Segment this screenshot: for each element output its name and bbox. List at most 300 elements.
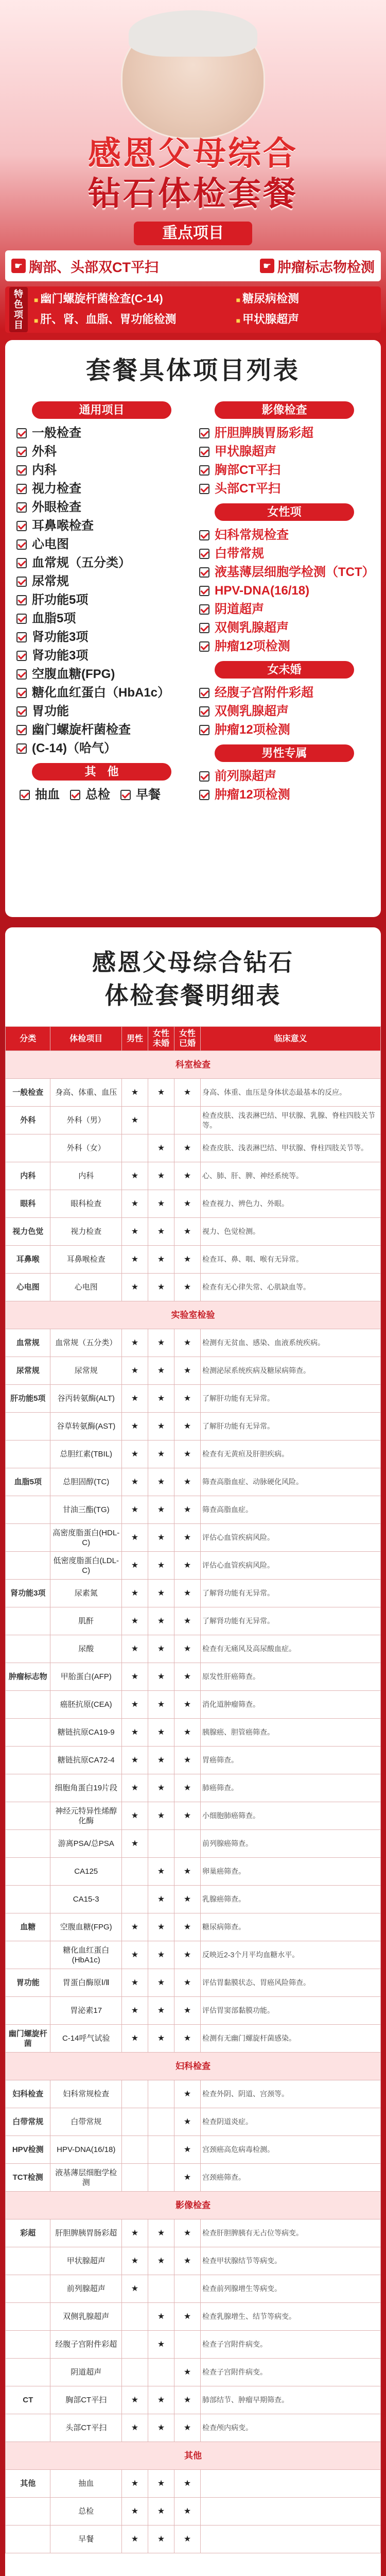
package-list-card (5, 340, 381, 917)
header-item: 体检项目 (50, 1027, 122, 1051)
checklist-item-label: 早餐 (136, 788, 161, 802)
checkbox-checked-icon (199, 567, 209, 578)
cell-female-unmarried: ★ (148, 1524, 174, 1552)
cell-item: 前列腺超声 (50, 2275, 122, 2303)
cell-category: HPV检测 (6, 2136, 50, 2164)
checklist-item-label: (C-14)（哈气） (32, 741, 117, 755)
table-section-row (6, 1051, 381, 1079)
cell-female-unmarried: ★ (148, 1496, 174, 1524)
focus-item-label: 胸部、头部双CT平扫 (29, 259, 159, 275)
checklist-item (16, 572, 187, 591)
checklist-item (199, 619, 370, 637)
cell-clinical-meaning: 检查子宫附件病变。 (201, 2331, 381, 2359)
cell-category (6, 1858, 50, 1886)
cell-category (6, 1524, 50, 1552)
detail-title-line1: 感恩父母综合钻石 (92, 949, 294, 976)
cell-item: 糖化血红蛋白(HbA1c) (50, 1941, 122, 1969)
hero-title (0, 134, 386, 214)
cell-clinical-meaning: 乳腺癌筛查。 (201, 1886, 381, 1913)
cell-category: 内科 (6, 1162, 50, 1190)
cell-clinical-meaning: 检查颅内病变。 (201, 2414, 381, 2442)
cell-category: 其他 (6, 2470, 50, 2498)
checkbox-checked-icon (199, 530, 209, 540)
checklist-item (16, 721, 187, 739)
cell-female-unmarried (148, 1830, 174, 1858)
special-item: ■ 幽门螺旋杆菌检查(C-14) (34, 290, 231, 309)
cell-female-married: ★ (174, 1774, 201, 1802)
checkbox-checked-icon (16, 669, 27, 680)
cell-clinical-meaning: 了解肾功能有无异常。 (201, 1580, 381, 1607)
table-row (6, 2359, 381, 2386)
cell-female-married: ★ (174, 1635, 201, 1663)
cell-category: 耳鼻喉 (6, 1246, 50, 1274)
special-list (34, 290, 377, 329)
cell-category: 血常规 (6, 1329, 50, 1357)
cell-male: ★ (121, 2219, 148, 2247)
cell-female-unmarried: ★ (148, 1357, 174, 1385)
checkbox-checked-icon (70, 790, 80, 800)
table-row (6, 1413, 381, 1440)
checklist-item-label: 双侧乳腺超声 (215, 704, 289, 718)
cell-clinical-meaning: 检查外阴、阴道、宫颈等。 (201, 2080, 381, 2108)
checklist-item-label: 心电图 (32, 537, 69, 551)
cell-category: 尿常规 (6, 1357, 50, 1385)
table-row (6, 1190, 381, 1218)
cell-category: 白带常规 (6, 2108, 50, 2136)
table-row (6, 1440, 381, 1468)
checkbox-checked-icon (16, 651, 27, 661)
cell-female-married: ★ (174, 2359, 201, 2386)
cell-female-unmarried: ★ (148, 1747, 174, 1774)
table-row (6, 1162, 381, 1190)
cell-item: 经腹子宫附件彩超 (50, 2331, 122, 2359)
cell-female-married: ★ (174, 2025, 201, 2053)
category-other: 其 他 (32, 763, 171, 781)
cell-female-married: ★ (174, 1858, 201, 1886)
cell-clinical-meaning: 身高、体重、血压是身体状态最基本的反应。 (201, 1079, 381, 1107)
cell-category (6, 1413, 50, 1440)
cell-clinical-meaning: 肺部结节、肿瘤早期筛查。 (201, 2386, 381, 2414)
checkbox-checked-icon (16, 447, 27, 457)
checklist-item (20, 786, 60, 804)
checklist-item (199, 461, 370, 480)
checklist-item (199, 684, 370, 702)
checkbox-checked-icon (16, 558, 27, 568)
table-row (6, 2080, 381, 2108)
checklist-item (16, 702, 187, 721)
cell-clinical-meaning (201, 2526, 381, 2553)
cell-category (6, 2247, 50, 2275)
checklist-item-label: 尿常规 (32, 574, 69, 588)
table-row (6, 1524, 381, 1552)
checklist-item (16, 684, 187, 702)
cell-clinical-meaning (201, 2498, 381, 2526)
checkbox-checked-icon (199, 604, 209, 615)
checklist-item-label: 经腹子宫附件彩超 (215, 686, 313, 700)
table-row (6, 1969, 381, 1997)
cell-clinical-meaning: 检查皮肤、浅表淋巴结、甲状腺、乳腺、脊柱四肢关节等。 (201, 1107, 381, 1134)
cell-female-married: ★ (174, 1440, 201, 1468)
cell-item: 眼科检查 (50, 1190, 122, 1218)
checklist-item (16, 647, 187, 665)
cell-female-married: ★ (174, 2526, 201, 2553)
cell-clinical-meaning: 检查前列腺增生等病变。 (201, 2275, 381, 2303)
table-row (6, 1997, 381, 2025)
cell-female-married: ★ (174, 2219, 201, 2247)
cell-female-unmarried (148, 2108, 174, 2136)
checklist-item (199, 563, 375, 582)
cell-female-married: ★ (174, 1969, 201, 1997)
table-row (6, 1691, 381, 1719)
cell-item: 总胆红素(TBIL) (50, 1440, 122, 1468)
cell-category: CT (6, 2386, 50, 2414)
cell-female-unmarried: ★ (148, 1580, 174, 1607)
cell-item: 癌胚抗原(CEA) (50, 1691, 122, 1719)
cell-female-unmarried: ★ (148, 1663, 174, 1691)
focus-item (260, 256, 375, 276)
cell-item: 肝胆脾胰胃肠彩超 (50, 2219, 122, 2247)
checkbox-checked-icon (16, 743, 27, 754)
checklist-item (199, 721, 370, 739)
checkbox-checked-icon (199, 586, 209, 596)
cell-item: C-14呼气试验 (50, 2025, 122, 2053)
cell-female-married: ★ (174, 1802, 201, 1830)
cell-male: ★ (121, 1440, 148, 1468)
checklist-item-label: 双侧乳腺超声 (215, 621, 289, 635)
cell-category (6, 1691, 50, 1719)
checkbox-checked-icon (16, 614, 27, 624)
cell-item: 谷草转氨酶(AST) (50, 1413, 122, 1440)
cell-male: ★ (121, 1218, 148, 1246)
table-row (6, 2386, 381, 2414)
cell-clinical-meaning: 心、肺、肝、脾、神经系统等。 (201, 1162, 381, 1190)
cell-clinical-meaning: 检查乳腺增生、结节等病变。 (201, 2303, 381, 2331)
table-row (6, 2470, 381, 2498)
elder-hair-shape (129, 10, 257, 57)
checklist-item (16, 443, 187, 461)
cell-male: ★ (121, 1162, 148, 1190)
cell-female-unmarried: ★ (148, 2303, 174, 2331)
cell-male: ★ (121, 1691, 148, 1719)
cell-item: CA125 (50, 1858, 122, 1886)
cell-female-married: ★ (174, 1162, 201, 1190)
checklist-item (16, 609, 187, 628)
table-section-row (6, 2192, 381, 2219)
checkbox-checked-icon (16, 521, 27, 531)
cell-item: 谷丙转氨酶(ALT) (50, 1385, 122, 1413)
checkbox-checked-icon (199, 641, 209, 652)
checklist-item-label: 肝功能5项 (32, 593, 89, 607)
hero-title-line2: 钻石体检套餐 (88, 175, 298, 213)
category-female-unmarried: 女未婚 (215, 661, 354, 679)
header-clinical-meaning: 临床意义 (201, 1027, 381, 1051)
checkbox-checked-icon (16, 725, 27, 735)
checklist-item-label: 肝胆脾胰胃肠彩超 (215, 426, 313, 440)
table-row (6, 2498, 381, 2526)
cell-item: 肌酐 (50, 1607, 122, 1635)
cell-female-unmarried (148, 2080, 174, 2108)
cell-male: ★ (121, 1913, 148, 1941)
cell-female-married: ★ (174, 1218, 201, 1246)
table-row (6, 2025, 381, 2053)
checkbox-checked-icon (16, 428, 27, 438)
checklist-item-label: 阴道超声 (215, 602, 264, 616)
cell-female-unmarried (148, 2359, 174, 2386)
checklist-item-label: 胃功能 (32, 704, 69, 718)
checklist-item-label: 甲状腺超声 (215, 445, 276, 459)
cell-clinical-meaning: 检查有无痛风及高尿酸血症。 (201, 1635, 381, 1663)
cell-male: ★ (121, 1580, 148, 1607)
cell-clinical-meaning: 小细胞肺癌筛查。 (201, 1802, 381, 1830)
cell-male: ★ (121, 1190, 148, 1218)
cell-male (121, 1134, 148, 1162)
hero-banner (0, 0, 386, 330)
cell-female-unmarried: ★ (148, 1635, 174, 1663)
cell-item: 空腹血糖(FPG) (50, 1913, 122, 1941)
cell-clinical-meaning: 筛查高脂血症、动脉硬化风险。 (201, 1468, 381, 1496)
cell-category (6, 1552, 50, 1580)
cell-category (6, 1134, 50, 1162)
cell-item: 阴道超声 (50, 2359, 122, 2386)
cell-item: 双侧乳腺超声 (50, 2303, 122, 2331)
cell-item: 妇科常规检查 (50, 2080, 122, 2108)
cell-female-married: ★ (174, 2080, 201, 2108)
cell-female-married: ★ (174, 1246, 201, 1274)
cell-female-married: ★ (174, 1385, 201, 1413)
checklist-item-label: 一般检查 (32, 426, 81, 440)
section-title: 其他 (6, 2442, 381, 2470)
checkbox-checked-icon (199, 549, 209, 559)
cell-male: ★ (121, 1663, 148, 1691)
table-row (6, 2414, 381, 2442)
cell-item: 细胞角蛋白19片段 (50, 1774, 122, 1802)
cell-female-married (174, 2331, 201, 2359)
table-row (6, 2247, 381, 2275)
cell-male: ★ (121, 2526, 148, 2553)
cell-female-unmarried (148, 2136, 174, 2164)
cell-female-married (174, 2275, 201, 2303)
cell-item: 甘油三酯(TG) (50, 1496, 122, 1524)
checkbox-checked-icon (16, 577, 27, 587)
cell-item: 尿常规 (50, 1357, 122, 1385)
cell-female-unmarried (148, 2275, 174, 2303)
checklist-item-label: 血常规（五分类） (32, 556, 131, 570)
table-row (6, 2136, 381, 2164)
cell-female-unmarried: ★ (148, 1079, 174, 1107)
cell-female-married: ★ (174, 1719, 201, 1747)
cell-category: 彩超 (6, 2219, 50, 2247)
cell-female-married: ★ (174, 1496, 201, 1524)
cell-category: 肝功能5项 (6, 1385, 50, 1413)
focus-item-label: 肿瘤标志物检测 (277, 259, 375, 275)
hand-pointer-icon: ☛ (260, 259, 274, 273)
cell-category: 视力色觉 (6, 1218, 50, 1246)
checklist-item-label: 白带常规 (215, 547, 264, 561)
checklist-item (16, 628, 187, 647)
cell-item: 头部CT平扫 (50, 2414, 122, 2442)
cell-category: 心电图 (6, 1274, 50, 1301)
cell-male: ★ (121, 2025, 148, 2053)
table-row (6, 1134, 381, 1162)
category-general: 通用项目 (32, 401, 171, 419)
table-row (6, 1274, 381, 1301)
cell-item: 胃蛋白酶原Ⅰ/Ⅱ (50, 1969, 122, 1997)
cell-female-married: ★ (174, 1468, 201, 1496)
cell-category (6, 1607, 50, 1635)
cell-male: ★ (121, 2498, 148, 2526)
cell-category: 胃功能 (6, 1969, 50, 1997)
checklist-item (16, 554, 187, 572)
cell-female-married: ★ (174, 1941, 201, 1969)
section-title: 妇科检查 (6, 2053, 381, 2080)
checklist-item-label: 外科 (32, 445, 57, 459)
cell-male: ★ (121, 1274, 148, 1301)
cell-female-unmarried: ★ (148, 1774, 174, 1802)
cell-category (6, 2498, 50, 2526)
package-title: 套餐具体项目列表 (85, 357, 300, 384)
cell-category: 血糖 (6, 1913, 50, 1941)
cell-female-married: ★ (174, 1997, 201, 2025)
cell-female-unmarried: ★ (148, 1246, 174, 1274)
checklist-item (16, 739, 187, 758)
cell-category (6, 2275, 50, 2303)
cell-item: 耳鼻喉检查 (50, 1246, 122, 1274)
special-item: ■ 肝、肾、血脂、胃功能检测 (34, 311, 231, 329)
cell-item: 糖链抗原CA19-9 (50, 1719, 122, 1747)
cell-item: 总检 (50, 2498, 122, 2526)
cell-male: ★ (121, 1468, 148, 1496)
cell-female-unmarried: ★ (148, 2386, 174, 2414)
cell-clinical-meaning: 检查有无心律失常、心肌缺血等。 (201, 1274, 381, 1301)
header-male: 男性 (121, 1027, 148, 1051)
cell-female-unmarried: ★ (148, 1719, 174, 1747)
cell-male: ★ (121, 1635, 148, 1663)
checklist-item-label: 妇科常规检查 (215, 528, 289, 542)
cell-item: 抽血 (50, 2470, 122, 2498)
cell-male (121, 2164, 148, 2192)
checklist-item-label: 肾功能3项 (32, 630, 89, 644)
cell-female-married: ★ (174, 1552, 201, 1580)
checklist-item (16, 461, 187, 480)
table-section-row (6, 2442, 381, 2470)
cell-clinical-meaning: 前列腺癌筛查。 (201, 1830, 381, 1858)
cell-female-married: ★ (174, 1357, 201, 1385)
cell-female-unmarried: ★ (148, 1691, 174, 1719)
cell-clinical-meaning: 检查有无黄疸及肝胆疾病。 (201, 1440, 381, 1468)
detail-title (5, 927, 381, 1026)
cell-category (6, 2303, 50, 2331)
checklist-item-label: 前列腺超声 (215, 769, 276, 783)
cell-category: 外科 (6, 1107, 50, 1134)
cell-female-married: ★ (174, 1134, 201, 1162)
focus-item (11, 256, 159, 276)
cell-item: 身高、体重、血压 (50, 1079, 122, 1107)
cell-male: ★ (121, 2414, 148, 2442)
cell-category (6, 1830, 50, 1858)
cell-category: 幽门螺旋杆菌 (6, 2025, 50, 2053)
table-row (6, 1218, 381, 1246)
cell-item: 内科 (50, 1162, 122, 1190)
table-row (6, 2275, 381, 2303)
cell-female-unmarried: ★ (148, 2414, 174, 2442)
cell-category: 肾功能3项 (6, 1580, 50, 1607)
cell-female-married: ★ (174, 2470, 201, 2498)
cell-female-unmarried: ★ (148, 1274, 174, 1301)
cell-clinical-meaning: 检查子宫附件病变。 (201, 2359, 381, 2386)
table-row (6, 1663, 381, 1691)
table-row (6, 1858, 381, 1886)
checkbox-checked-icon (199, 447, 209, 457)
checklist-item-label: 液基薄层细胞学检测（TCT） (215, 565, 375, 579)
checkbox-checked-icon (199, 706, 209, 717)
special-tag: 特色项目 (9, 287, 28, 332)
special-items-box (5, 286, 381, 333)
table-row (6, 1552, 381, 1580)
checkbox-checked-icon (16, 688, 27, 698)
table-row (6, 1913, 381, 1941)
cell-clinical-meaning: 检测泌尿系统疾病及糖尿病筛查。 (201, 1357, 381, 1385)
table-row (6, 1329, 381, 1357)
section-title: 实验室检验 (6, 1301, 381, 1329)
detail-table (5, 1026, 381, 2553)
cell-category (6, 1802, 50, 1830)
cell-item: 尿酸 (50, 1635, 122, 1663)
cell-male (121, 1858, 148, 1886)
cell-clinical-meaning: 检查肝胆脾胰有无占位等病变。 (201, 2219, 381, 2247)
special-item: ■ 糖尿病检测 (236, 290, 377, 309)
cell-male: ★ (121, 2386, 148, 2414)
cell-female-married: ★ (174, 1190, 201, 1218)
cell-item: 心电图 (50, 1274, 122, 1301)
table-row (6, 1886, 381, 1913)
checklist-item (16, 591, 187, 609)
cell-male: ★ (121, 1941, 148, 1969)
table-row (6, 1107, 381, 1134)
cell-category: TCT检测 (6, 2164, 50, 2192)
checklist-item (120, 786, 161, 804)
cell-male: ★ (121, 1079, 148, 1107)
cell-female-married: ★ (174, 1607, 201, 1635)
cell-female-unmarried: ★ (148, 2025, 174, 2053)
cell-male: ★ (121, 1747, 148, 1774)
cell-item: 甲胎蛋白(AFP) (50, 1663, 122, 1691)
checkbox-checked-icon (199, 428, 209, 438)
cell-item: 胸部CT平扫 (50, 2386, 122, 2414)
cell-male (121, 2108, 148, 2136)
cell-clinical-meaning: 肺癌筛查。 (201, 1774, 381, 1802)
checklist-item (16, 517, 187, 535)
cell-category: 眼科 (6, 1190, 50, 1218)
cell-female-unmarried (148, 1107, 174, 1134)
checklist-item (199, 480, 370, 498)
cell-item: 外科（男） (50, 1107, 122, 1134)
checklist-item-label: 肿瘤12项检测 (215, 788, 290, 802)
cell-clinical-meaning: 视力、色觉检测。 (201, 1218, 381, 1246)
table-row (6, 2303, 381, 2331)
checklist-item-label: 总检 (85, 788, 110, 802)
cell-item: 液基薄层细胞学检测 (50, 2164, 122, 2192)
cell-female-married: ★ (174, 2247, 201, 2275)
cell-clinical-meaning: 检查皮肤、浅表淋巴结、甲状腺、脊柱四肢关节等。 (201, 1134, 381, 1162)
cell-clinical-meaning (201, 2470, 381, 2498)
checkbox-checked-icon (120, 790, 131, 800)
cell-female-unmarried: ★ (148, 1440, 174, 1468)
cell-female-married: ★ (174, 2498, 201, 2526)
cell-clinical-meaning: 检查耳、鼻、咽、喉有无异常。 (201, 1246, 381, 1274)
table-row (6, 1747, 381, 1774)
cell-category (6, 2359, 50, 2386)
checkbox-checked-icon (199, 484, 209, 494)
